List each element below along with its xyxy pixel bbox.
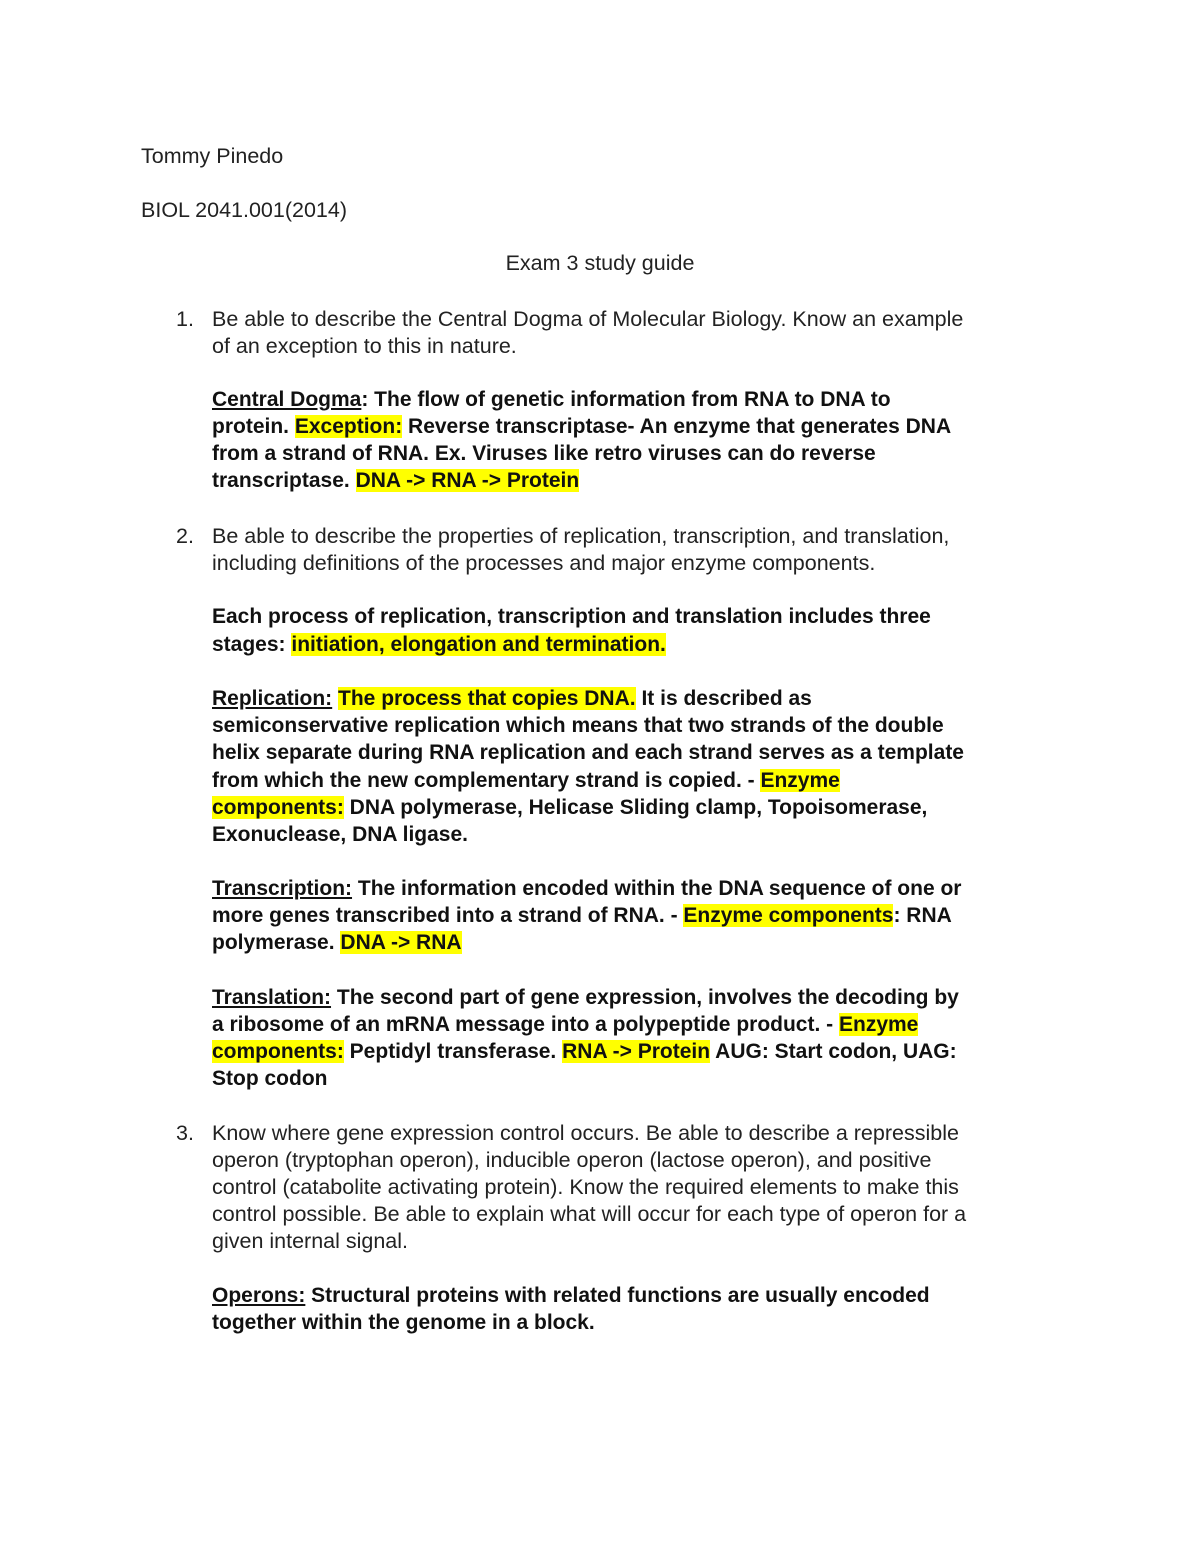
q3-question-line-1: Know where gene expression control occurs. Be able to describe a repressible <box>212 1121 959 1145</box>
replication-line-2: semiconservative replication which means that two strands of the double <box>212 714 944 737</box>
rna-protein-highlight: RNA -> Protein <box>562 1040 711 1063</box>
replication-text: from which the new complementary strand is copied. - <box>212 769 761 792</box>
q2-question-line-1: Be able to describe the properties of replication, transcription, and translation, <box>212 524 950 548</box>
translation-line-1 <box>212 984 959 1011</box>
components-highlight: components: <box>212 1040 344 1063</box>
exception-label: Exception: <box>294 415 403 438</box>
translation-line-3 <box>212 1038 957 1065</box>
transcription-text: more genes transcribed into a strand of RNA. - <box>212 904 684 927</box>
q2-question-line-2: including definitions of the processes and major enzyme components. <box>212 551 876 575</box>
operons-text: Structural proteins with related functions are usually encoded <box>305 1284 930 1307</box>
q1-question-line-1: Be able to describe the Central Dogma of Molecular Biology. Know an example <box>212 307 964 331</box>
course-code: BIOL 2041.001(2014) <box>141 198 347 222</box>
stages-highlight: initiation, elongation and termination. <box>291 633 666 656</box>
replication-line-3: helix separate during RNA replication and each strand serves as a template <box>212 741 964 764</box>
replication-line-5 <box>212 794 927 821</box>
operons-line-1 <box>212 1282 930 1309</box>
replication-highlight: The process that copies DNA. <box>338 687 636 710</box>
q1-answer-line-4 <box>212 467 579 494</box>
q1-number: 1. <box>176 307 194 331</box>
q1-answer-line-1 <box>212 386 891 413</box>
q1-answer-line-2 <box>212 413 951 440</box>
replication-line-6: Exonuclease, DNA ligase. <box>212 823 468 846</box>
transcription-line-1 <box>212 875 961 902</box>
translation-label: Translation: <box>212 986 332 1009</box>
components-highlight: components: <box>212 796 344 819</box>
translation-line-2 <box>212 1011 918 1038</box>
replication-line-4 <box>212 767 840 794</box>
enzyme-components-highlight: Enzyme components <box>683 904 894 927</box>
author-name: Tommy Pinedo <box>141 144 284 168</box>
q3-question-line-4: control possible. Be able to explain what will occur for each type of operon for a <box>212 1202 967 1226</box>
translation-text: The second part of gene expression, involves the decoding by <box>331 986 959 1009</box>
q1-answer-text: Reverse transcriptase- An enzyme that generates DNA <box>402 415 952 438</box>
enzyme-highlight: Enzyme <box>760 769 840 792</box>
q1-answer-text: protein. <box>212 415 295 438</box>
replication-line-1 <box>212 685 812 712</box>
enzyme-highlight: Enzyme <box>838 1013 919 1036</box>
transcription-line-3 <box>212 929 462 956</box>
stages-line-2 <box>212 631 666 658</box>
document-title: Exam 3 study guide <box>505 251 695 275</box>
q3-number: 3. <box>176 1121 194 1145</box>
q1-answer-text: transcriptase. <box>212 469 356 492</box>
q2-number: 2. <box>176 524 194 548</box>
transcription-text: : RNA <box>893 904 952 927</box>
transcription-line-2 <box>212 902 952 929</box>
q3-question-line-5: given internal signal. <box>212 1229 409 1253</box>
transcription-text: polymerase. <box>212 931 341 954</box>
transcription-label: Transcription: <box>212 877 353 900</box>
q1-answer-line-3: from a strand of RNA. Ex. Viruses like retro viruses can do reverse <box>212 442 876 465</box>
dna-rna-highlight: DNA -> RNA <box>340 931 462 954</box>
translation-line-4: Stop codon <box>212 1067 328 1090</box>
replication-label: Replication: <box>212 687 333 710</box>
q3-question-line-2: operon (tryptophan operon), inducible operon (lactose operon), and positive <box>212 1148 932 1172</box>
q3-question-line-3: control (catabolite activating protein). Know the required elements to make this <box>212 1175 959 1199</box>
flow-highlight: DNA -> RNA -> Protein <box>355 469 580 492</box>
transcription-text: The information encoded within the DNA sequence of one or <box>352 877 962 900</box>
translation-text: Peptidyl transferase. <box>343 1040 563 1063</box>
q1-question-line-2: of an exception to this in nature. <box>212 334 517 358</box>
stages-text: stages: <box>212 633 292 656</box>
replication-text: DNA polymerase, Helicase Sliding clamp, Topoisomerase, <box>343 796 928 819</box>
central-dogma-label: Central Dogma <box>212 388 362 411</box>
operons-label: Operons: <box>212 1284 306 1307</box>
stages-line-1: Each process of replication, transcription and translation includes three <box>212 605 931 628</box>
operons-line-2: together within the genome in a block. <box>212 1311 595 1334</box>
translation-text: a ribosome of an mRNA message into a polypeptide product. - <box>212 1013 839 1036</box>
q1-answer-text: : The flow of genetic information from RNA to DNA to <box>361 388 891 411</box>
translation-text: AUG: Start codon, UAG: <box>710 1040 957 1063</box>
replication-text: It is described as <box>635 687 812 710</box>
